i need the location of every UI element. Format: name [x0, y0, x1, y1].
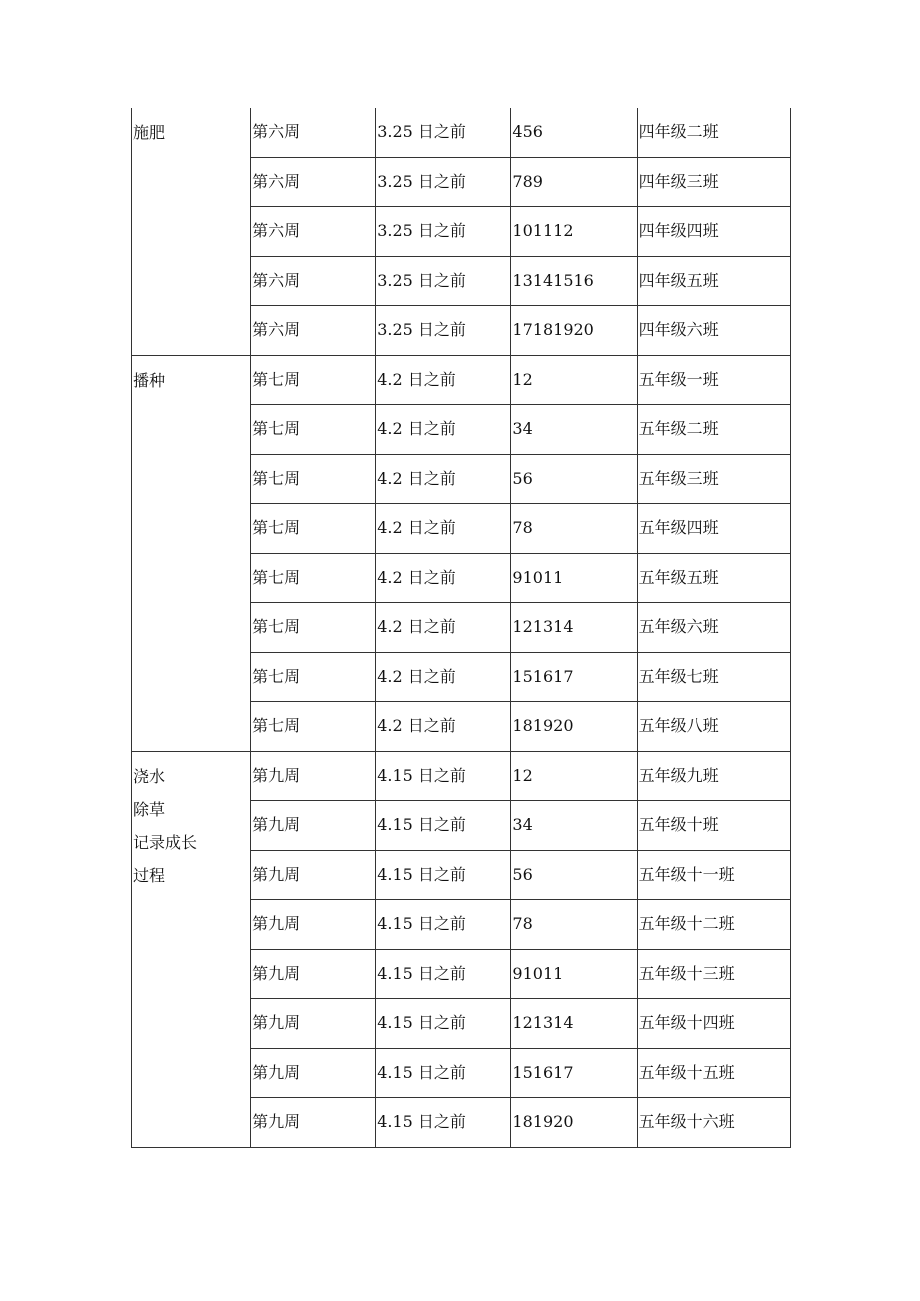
deadline-cell: 4.15 日之前 — [376, 801, 511, 851]
deadline-cell: 3.25 日之前 — [376, 157, 511, 207]
class-cell: 五年级八班 — [637, 702, 790, 752]
class-cell: 五年级十班 — [637, 801, 790, 851]
week-cell: 第六周 — [251, 306, 376, 356]
deadline-cell: 4.2 日之前 — [376, 454, 511, 504]
task-line: 播种 — [133, 370, 166, 390]
week-cell: 第七周 — [251, 652, 376, 702]
class-cell: 四年级二班 — [637, 108, 790, 157]
numbers-cell: 78 — [511, 900, 637, 950]
week-cell: 第七周 — [251, 553, 376, 603]
deadline-cell: 4.2 日之前 — [376, 652, 511, 702]
deadline-cell: 3.25 日之前 — [376, 108, 511, 157]
class-cell: 四年级四班 — [637, 207, 790, 257]
numbers-cell: 12 — [511, 751, 637, 801]
deadline-cell: 4.15 日之前 — [376, 999, 511, 1049]
deadline-cell: 4.15 日之前 — [376, 850, 511, 900]
class-cell: 五年级十五班 — [637, 1048, 790, 1098]
task-line: 记录成长 — [133, 832, 198, 852]
numbers-cell: 17181920 — [511, 306, 637, 356]
week-cell: 第七周 — [251, 454, 376, 504]
week-cell: 第九周 — [251, 949, 376, 999]
class-cell: 五年级九班 — [637, 751, 790, 801]
week-cell: 第六周 — [251, 157, 376, 207]
numbers-cell: 151617 — [511, 1048, 637, 1098]
class-cell: 五年级三班 — [637, 454, 790, 504]
week-cell: 第九周 — [251, 850, 376, 900]
task-line: 除草 — [133, 799, 166, 819]
deadline-cell: 4.15 日之前 — [376, 949, 511, 999]
class-cell: 五年级十四班 — [637, 999, 790, 1049]
deadline-cell: 3.25 日之前 — [376, 306, 511, 356]
week-cell: 第九周 — [251, 999, 376, 1049]
table-row — [132, 108, 791, 157]
deadline-cell: 4.2 日之前 — [376, 504, 511, 554]
deadline-cell: 4.2 日之前 — [376, 553, 511, 603]
deadline-cell: 3.25 日之前 — [376, 256, 511, 306]
week-cell: 第六周 — [251, 207, 376, 257]
task-cell — [132, 355, 251, 751]
class-cell: 四年级五班 — [637, 256, 790, 306]
table-row — [132, 355, 791, 405]
numbers-cell: 181920 — [511, 1098, 637, 1148]
week-cell: 第九周 — [251, 801, 376, 851]
week-cell: 第九周 — [251, 900, 376, 950]
task-cell — [132, 108, 251, 355]
numbers-cell: 56 — [511, 850, 637, 900]
class-cell: 五年级十一班 — [637, 850, 790, 900]
class-cell: 四年级三班 — [637, 157, 790, 207]
deadline-cell: 4.15 日之前 — [376, 1098, 511, 1148]
numbers-cell: 34 — [511, 801, 637, 851]
numbers-cell: 13141516 — [511, 256, 637, 306]
class-cell: 五年级六班 — [637, 603, 790, 653]
class-cell: 五年级十二班 — [637, 900, 790, 950]
task-cell — [132, 751, 251, 1147]
numbers-cell: 12 — [511, 355, 637, 405]
numbers-cell: 101112 — [511, 207, 637, 257]
deadline-cell: 4.2 日之前 — [376, 405, 511, 455]
table-row — [132, 751, 791, 801]
numbers-cell: 91011 — [511, 949, 637, 999]
week-cell: 第七周 — [251, 355, 376, 405]
deadline-cell: 3.25 日之前 — [376, 207, 511, 257]
class-cell: 四年级六班 — [637, 306, 790, 356]
deadline-cell: 4.2 日之前 — [376, 603, 511, 653]
deadline-cell: 4.2 日之前 — [376, 355, 511, 405]
week-cell: 第九周 — [251, 751, 376, 801]
task-line: 过程 — [133, 865, 166, 885]
deadline-cell: 4.15 日之前 — [376, 751, 511, 801]
class-cell: 五年级十三班 — [637, 949, 790, 999]
week-cell: 第六周 — [251, 108, 376, 157]
week-cell: 第七周 — [251, 603, 376, 653]
schedule-body — [132, 108, 791, 1147]
numbers-cell: 456 — [511, 108, 637, 157]
week-cell: 第七周 — [251, 702, 376, 752]
numbers-cell: 789 — [511, 157, 637, 207]
class-cell: 五年级一班 — [637, 355, 790, 405]
numbers-cell: 56 — [511, 454, 637, 504]
week-cell: 第七周 — [251, 405, 376, 455]
numbers-cell: 78 — [511, 504, 637, 554]
deadline-cell: 4.2 日之前 — [376, 702, 511, 752]
week-cell: 第七周 — [251, 504, 376, 554]
numbers-cell: 121314 — [511, 999, 637, 1049]
class-cell: 五年级二班 — [637, 405, 790, 455]
numbers-cell: 34 — [511, 405, 637, 455]
deadline-cell: 4.15 日之前 — [376, 1048, 511, 1098]
class-cell: 五年级四班 — [637, 504, 790, 554]
class-cell: 五年级十六班 — [637, 1098, 790, 1148]
week-cell: 第六周 — [251, 256, 376, 306]
class-cell: 五年级七班 — [637, 652, 790, 702]
week-cell: 第九周 — [251, 1098, 376, 1148]
numbers-cell: 91011 — [511, 553, 637, 603]
schedule-table — [131, 108, 791, 1148]
task-line: 施肥 — [133, 123, 166, 142]
numbers-cell: 181920 — [511, 702, 637, 752]
week-cell: 第九周 — [251, 1048, 376, 1098]
deadline-cell: 4.15 日之前 — [376, 900, 511, 950]
class-cell: 五年级五班 — [637, 553, 790, 603]
task-line: 浇水 — [133, 766, 166, 786]
numbers-cell: 151617 — [511, 652, 637, 702]
numbers-cell: 121314 — [511, 603, 637, 653]
